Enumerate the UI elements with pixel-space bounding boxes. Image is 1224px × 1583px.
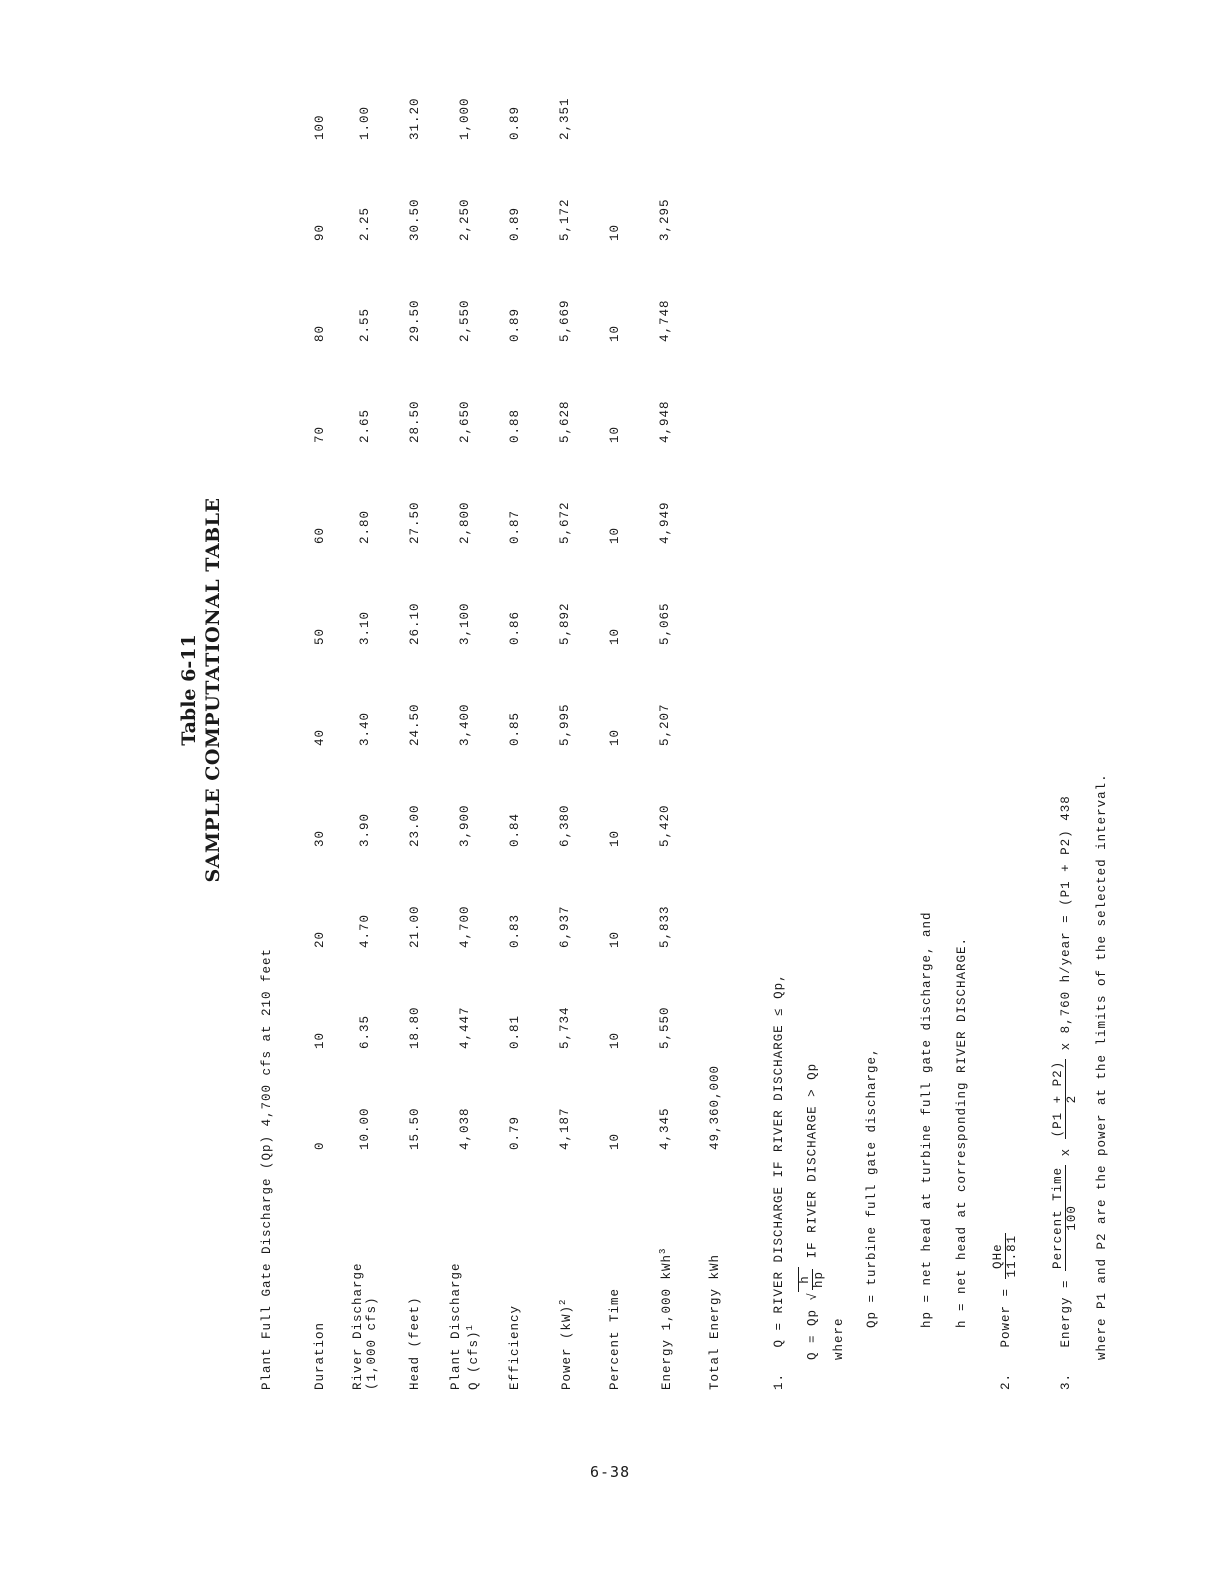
table-row bbox=[540, 39, 590, 1390]
table-cell: 5,207 bbox=[658, 703, 672, 746]
table-cell bbox=[690, 140, 740, 241]
table-cell: 29.50 bbox=[408, 299, 422, 342]
table-cell: 24.50 bbox=[408, 703, 422, 746]
table-cell bbox=[690, 544, 740, 645]
power-denominator: 11.81 bbox=[1005, 1234, 1019, 1278]
square-root: √ h hp bbox=[798, 1267, 826, 1301]
table-cell: 5,734 bbox=[558, 1006, 572, 1049]
table-cell: 5,628 bbox=[558, 400, 572, 443]
note-1-line-1: Q = RIVER DISCHARGE IF RIVER DISCHARGE ≤ Qp, bbox=[772, 973, 786, 1348]
note-1-formula-lhs: Q = Qp bbox=[805, 1308, 820, 1360]
row-label bbox=[640, 1150, 690, 1390]
percent-time-fraction bbox=[1052, 1165, 1079, 1271]
table-cell: 49,360,000 bbox=[708, 1064, 722, 1150]
table-cell: 5,550 bbox=[658, 1006, 672, 1049]
table-cell: 5,892 bbox=[558, 602, 572, 645]
table-cell: 1.00 bbox=[358, 105, 372, 140]
table-row bbox=[640, 39, 690, 1390]
table-row bbox=[340, 39, 390, 1390]
table-cell bbox=[640, 39, 690, 140]
row-label-text: Percent Time bbox=[608, 1287, 622, 1390]
sqrt-numerator: h bbox=[799, 1269, 813, 1290]
row-label bbox=[390, 1150, 440, 1390]
table-cell bbox=[690, 342, 740, 443]
table-cell: 27.50 bbox=[408, 501, 422, 544]
table-cell: 0.87 bbox=[508, 509, 522, 544]
table-cell: 10 bbox=[608, 728, 622, 746]
table-cell: 26.10 bbox=[408, 602, 422, 645]
row-label bbox=[440, 1150, 490, 1390]
table-number: Table 6-11 bbox=[178, 634, 200, 746]
rotated-page-content bbox=[178, 0, 920, 1390]
power-fraction bbox=[992, 1233, 1019, 1280]
average-power-numerator: (P1 + P2) bbox=[1051, 1060, 1065, 1138]
table-row bbox=[490, 39, 540, 1390]
table-cell: 10 bbox=[313, 1031, 327, 1049]
table-cell: 10 bbox=[608, 425, 622, 443]
row-label bbox=[490, 1150, 540, 1390]
row-label-text: Energy 1,000 kWh bbox=[660, 1253, 675, 1390]
table-cell bbox=[690, 746, 740, 847]
table-cell: 0.86 bbox=[508, 610, 522, 645]
table-cell: 0.84 bbox=[508, 812, 522, 847]
table-row bbox=[690, 39, 740, 1390]
average-power-fraction bbox=[1052, 1059, 1079, 1140]
table-cell: 18.80 bbox=[408, 1006, 422, 1049]
table-cell: 0.88 bbox=[508, 408, 522, 443]
table-cell: 5,672 bbox=[558, 501, 572, 544]
table-cell: 0 bbox=[313, 1141, 327, 1150]
table-cell: 31.20 bbox=[408, 97, 422, 140]
note-3-number: 3. bbox=[1058, 1372, 1073, 1390]
table-cell bbox=[690, 241, 740, 342]
table-cell: 4,447 bbox=[458, 1006, 472, 1049]
note-1-number: 1. bbox=[772, 1372, 786, 1390]
table-cell: 28.50 bbox=[408, 400, 422, 443]
table-cell: 3,295 bbox=[658, 198, 672, 241]
table-cell: 10 bbox=[608, 627, 622, 645]
table-row bbox=[390, 39, 440, 1390]
table-cell: 6,380 bbox=[558, 804, 572, 847]
note-1-formula-condition: IF RIVER DISCHARGE > Qp bbox=[805, 1062, 820, 1259]
table-cell: 0.79 bbox=[508, 1115, 522, 1150]
row-label bbox=[590, 1150, 640, 1390]
row-label-line: Q (cfs) bbox=[467, 1330, 482, 1390]
table-cell: 50 bbox=[313, 627, 327, 645]
table-cell: 3,400 bbox=[458, 703, 472, 746]
table-cell: 2.65 bbox=[358, 408, 372, 443]
table-cell: 2,650 bbox=[458, 400, 472, 443]
table-cell: 3,100 bbox=[458, 602, 472, 645]
table-cell bbox=[690, 645, 740, 746]
table-cell: 2,550 bbox=[458, 299, 472, 342]
table-cell: 21.00 bbox=[408, 905, 422, 948]
table-cell: 10.00 bbox=[358, 1107, 372, 1150]
table-cell bbox=[690, 847, 740, 948]
table-cell: 2,351 bbox=[558, 97, 572, 140]
row-label-text: Power (kW) bbox=[560, 1304, 575, 1390]
table-cell: 0.89 bbox=[508, 206, 522, 241]
table-cell: 2,250 bbox=[458, 198, 472, 241]
table-cell bbox=[590, 39, 640, 140]
table-cell: 30 bbox=[313, 829, 327, 847]
table-cell: 0.89 bbox=[508, 105, 522, 140]
table-cell: 5,995 bbox=[558, 703, 572, 746]
note-2-number: 2. bbox=[998, 1372, 1013, 1390]
note-3-where: where P1 and P2 are the power at the limits of the selected interval. bbox=[1095, 773, 1109, 1360]
table-cell: 5,833 bbox=[658, 905, 672, 948]
note-3 bbox=[1052, 795, 1079, 1390]
table-cell: 2.25 bbox=[358, 206, 372, 241]
row-label bbox=[690, 1150, 740, 1390]
percent-time-numerator: Percent Time bbox=[1051, 1166, 1065, 1269]
table-cell bbox=[690, 948, 740, 1049]
table-cell: 0.83 bbox=[508, 913, 522, 948]
average-power-denominator: 2 bbox=[1065, 1094, 1079, 1104]
table-cell: 2.55 bbox=[358, 307, 372, 342]
note-2-lhs: Power = bbox=[998, 1287, 1013, 1348]
footnote-marker: 1 bbox=[464, 1324, 475, 1331]
sqrt-denominator: hp bbox=[812, 1270, 826, 1288]
table-cell: 30.50 bbox=[408, 198, 422, 241]
table-cell bbox=[690, 443, 740, 544]
table-cell: 10 bbox=[608, 324, 622, 342]
table-cell: 10 bbox=[608, 223, 622, 241]
table-cell: 70 bbox=[313, 425, 327, 443]
table-row bbox=[590, 39, 640, 1390]
table-cell: 5,065 bbox=[658, 602, 672, 645]
row-label bbox=[540, 1150, 590, 1390]
table-cell: 6,937 bbox=[558, 905, 572, 948]
footnote-marker: 2 bbox=[557, 1298, 568, 1305]
table-row bbox=[300, 39, 340, 1390]
note-2 bbox=[992, 1233, 1019, 1390]
table-cell: 100 bbox=[313, 114, 327, 140]
table-title: SAMPLE COMPUTATIONAL TABLE bbox=[202, 497, 224, 883]
table-cell: 0.85 bbox=[508, 711, 522, 746]
table-cell: 1,000 bbox=[458, 97, 472, 140]
table-cell: 10 bbox=[608, 1132, 622, 1150]
table-cell: 23.00 bbox=[408, 804, 422, 847]
row-label-line: Plant Discharge bbox=[448, 1262, 463, 1390]
table-cell: 40 bbox=[313, 728, 327, 746]
table-cell: 10 bbox=[608, 526, 622, 544]
rotated-notes-continued bbox=[920, 0, 1220, 1390]
row-label-text: Head (feet) bbox=[408, 1296, 422, 1390]
row-label-line: River Discharge bbox=[351, 1262, 365, 1390]
row-label-text: Duration bbox=[313, 1321, 327, 1390]
table-cell: 15.50 bbox=[408, 1107, 422, 1150]
table-cell: 90 bbox=[313, 223, 327, 241]
row-label-line: (1,000 cfs) bbox=[365, 1296, 379, 1390]
table-cell: 5,172 bbox=[558, 198, 572, 241]
row-label bbox=[340, 1150, 390, 1390]
plant-caption: Plant Full Gate Discharge (Qp) 4,700 cfs at 210 feet bbox=[260, 947, 274, 1390]
table-cell: 60 bbox=[313, 526, 327, 544]
table-cell: 4,187 bbox=[558, 1107, 572, 1150]
table-cell: 4,948 bbox=[658, 400, 672, 443]
table-cell: 20 bbox=[313, 930, 327, 948]
note-1 bbox=[772, 973, 786, 1390]
definition-h: h = net head at corresponding RIVER DISCHARGE. bbox=[955, 936, 969, 1328]
table-cell: 3.90 bbox=[358, 812, 372, 847]
table-row bbox=[440, 39, 490, 1390]
table-cell: 0.81 bbox=[508, 1014, 522, 1049]
table-cell: 4,949 bbox=[658, 501, 672, 544]
page-number: 6-38 bbox=[590, 1463, 631, 1481]
table-cell: 10 bbox=[608, 1031, 622, 1049]
definition-hp: hp = net head at turbine full gate discharge, and bbox=[920, 911, 934, 1328]
table-cell: 5,420 bbox=[658, 804, 672, 847]
definition-qp: Qp = turbine full gate discharge, bbox=[865, 1047, 879, 1328]
note-1-formula bbox=[798, 1063, 826, 1360]
table-cell: 4,700 bbox=[458, 905, 472, 948]
table-cell: 3,900 bbox=[458, 804, 472, 847]
where-label: where bbox=[832, 1317, 846, 1360]
table-cell: 3.10 bbox=[358, 610, 372, 645]
computational-table bbox=[300, 39, 740, 1390]
table-cell: 80 bbox=[313, 324, 327, 342]
table-cell: 4,748 bbox=[658, 299, 672, 342]
row-label-text: Efficiency bbox=[508, 1304, 522, 1390]
table-cell bbox=[690, 39, 740, 140]
table-cell: 2,800 bbox=[458, 501, 472, 544]
footnote-marker: 3 bbox=[657, 1247, 668, 1254]
table-cell: 4.70 bbox=[358, 913, 372, 948]
table-cell: 5,669 bbox=[558, 299, 572, 342]
multiply-sign: x bbox=[1058, 1147, 1073, 1157]
table-cell: 6.35 bbox=[358, 1014, 372, 1049]
power-numerator: QHe bbox=[992, 1233, 1006, 1280]
percent-time-denominator: 100 bbox=[1065, 1205, 1079, 1231]
row-label-text: Total Energy kWh bbox=[708, 1253, 722, 1390]
note-3-rhs: x 8,760 h/year = (P1 + P2) 438 bbox=[1058, 795, 1073, 1051]
table-cell: 4,345 bbox=[658, 1107, 672, 1150]
table-cell: 10 bbox=[608, 930, 622, 948]
table-cell: 2.80 bbox=[358, 509, 372, 544]
table-cell: 0.89 bbox=[508, 307, 522, 342]
row-label bbox=[300, 1150, 340, 1390]
table-cell: 10 bbox=[608, 829, 622, 847]
table-cell: 3.40 bbox=[358, 711, 372, 746]
note-3-lhs: Energy = bbox=[1058, 1279, 1073, 1348]
table-cell: 4,038 bbox=[458, 1107, 472, 1150]
